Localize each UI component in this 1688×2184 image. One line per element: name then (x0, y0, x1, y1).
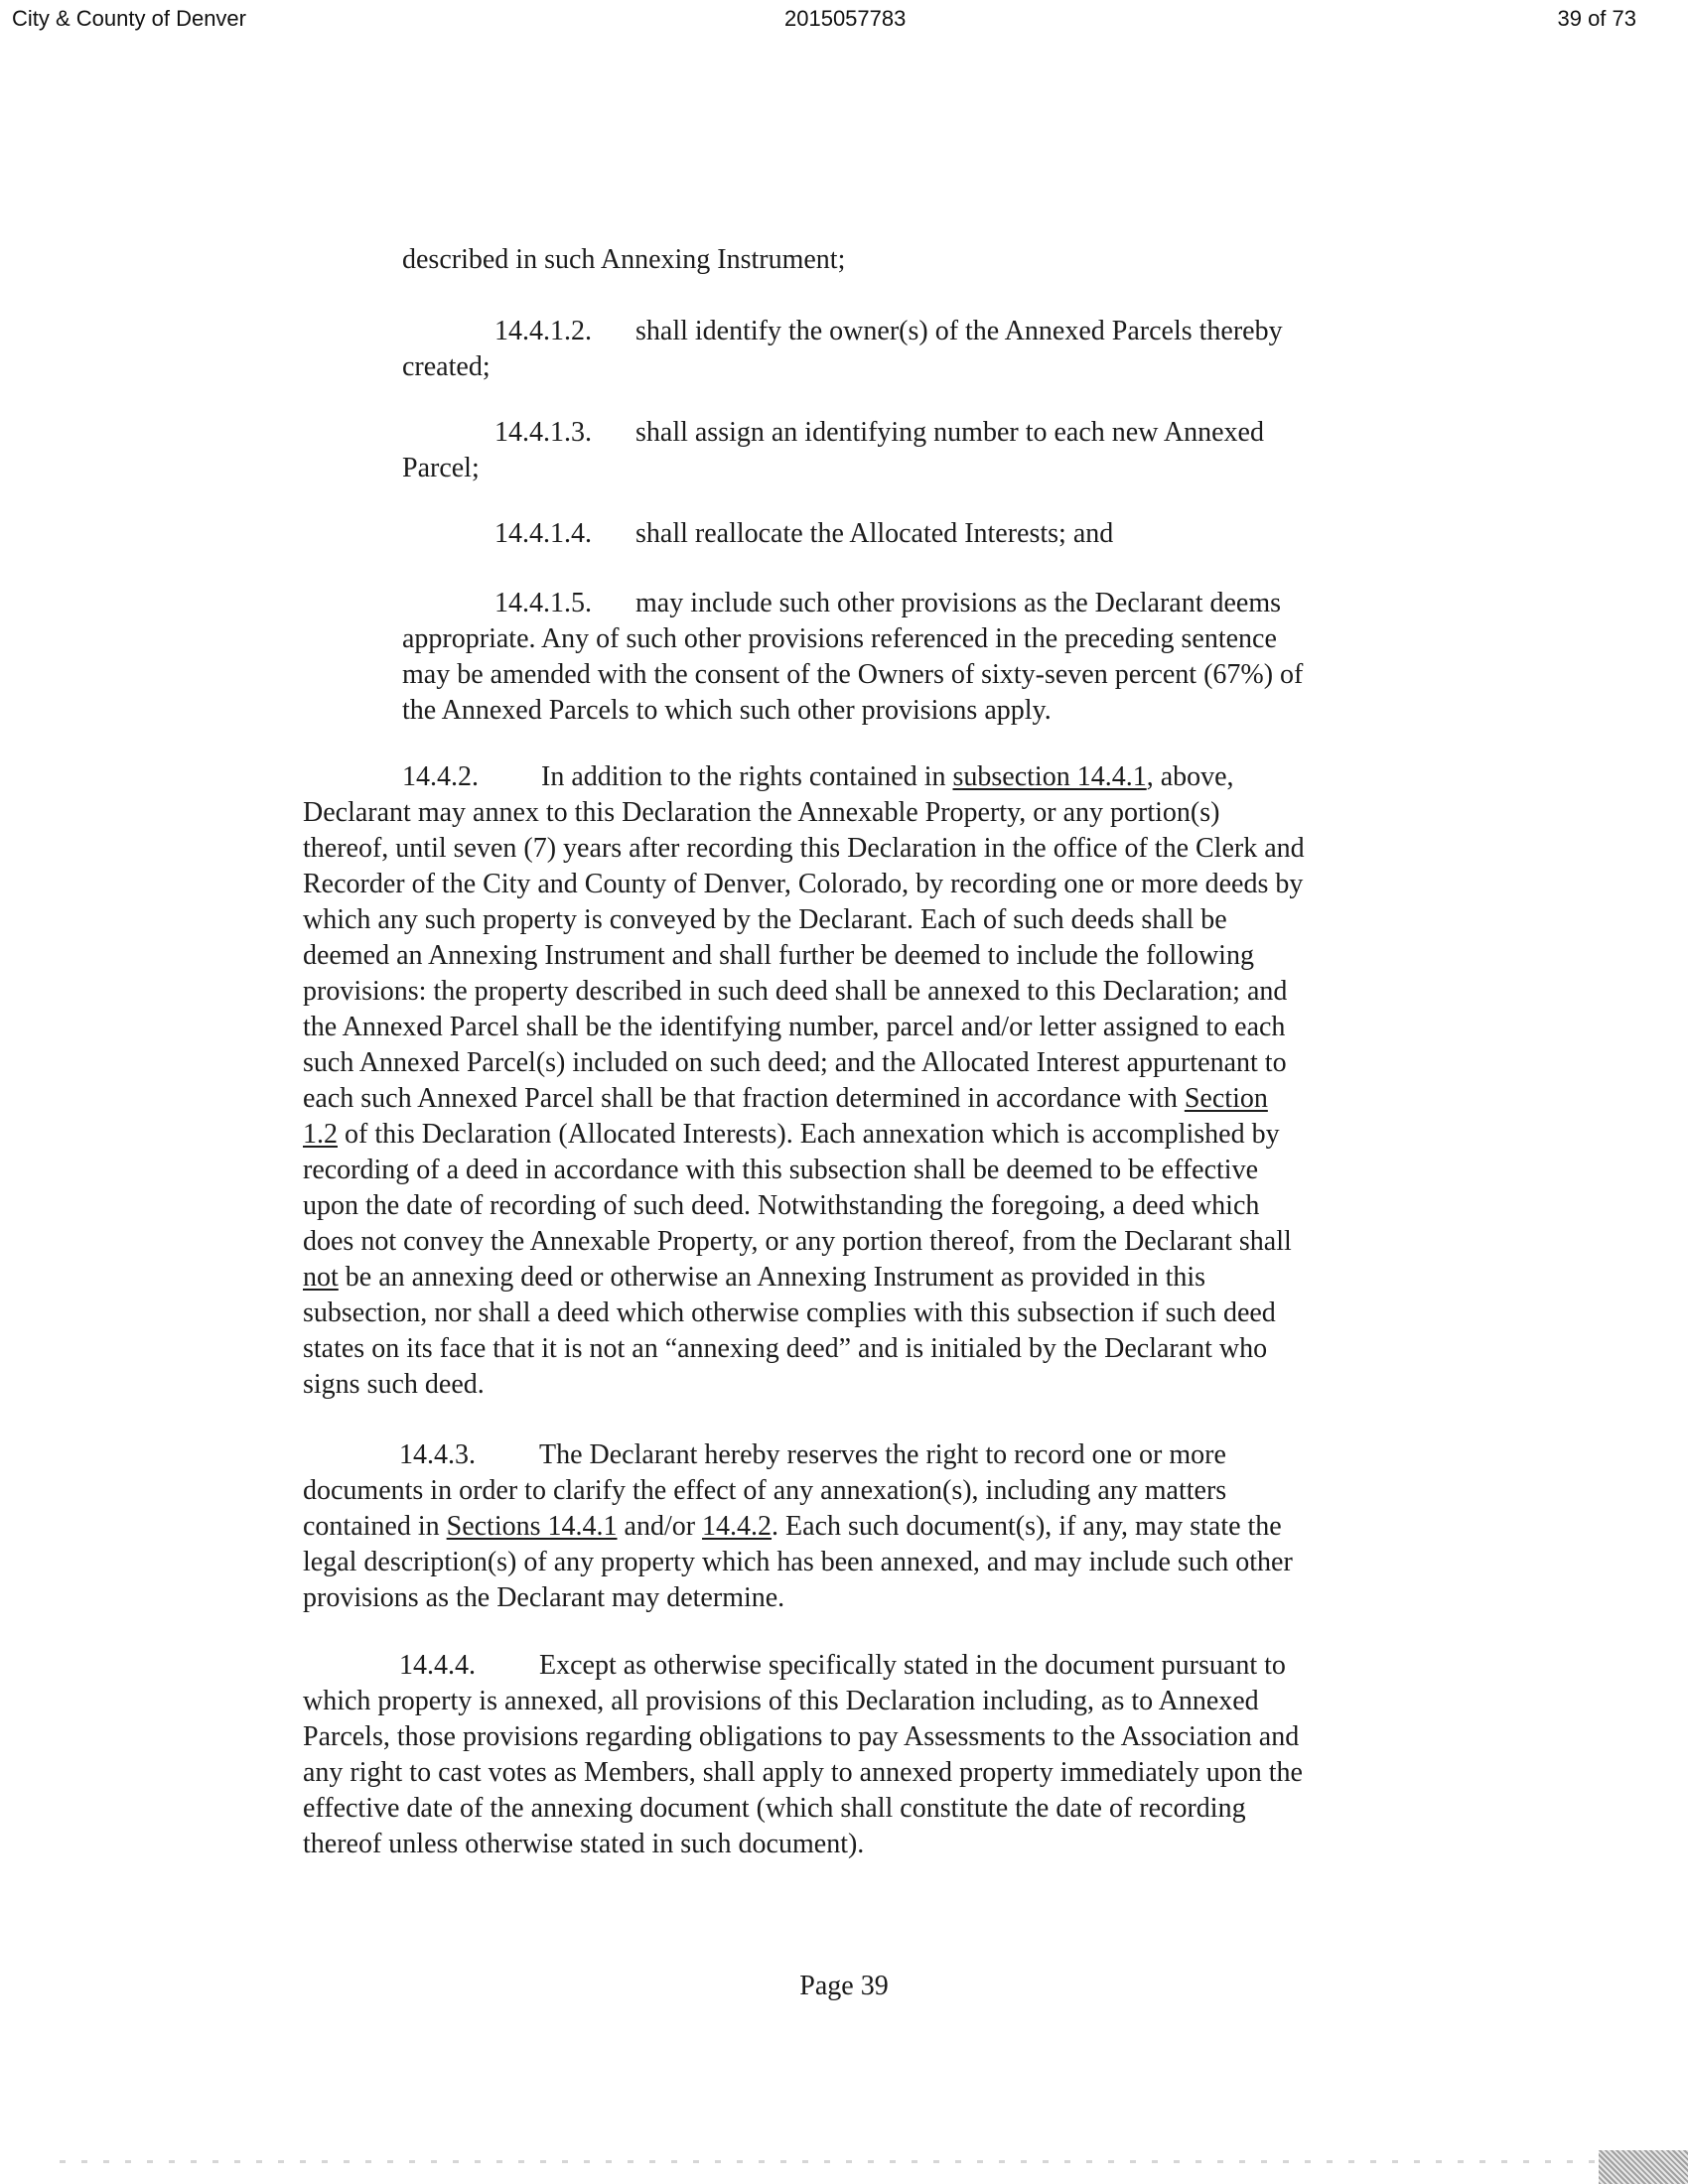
body-line: signs such deed. (303, 1369, 485, 1400)
body-line: provisions: the property described in such deed shall be annexed to this Declaration; and (303, 976, 1288, 1007)
body-line: states on its face that it is not an “annexing deed” and is initialed by the Declarant who (303, 1333, 1268, 1364)
scan-artifact (60, 2160, 1609, 2163)
body-line: 1.2 of this Declaration (Allocated Interests). Each annexation which is accomplished by (303, 1119, 1280, 1150)
body-line: appropriate. Any of such other provisions referenced in the preceding sentence (402, 623, 1277, 654)
body-line: subsection, nor shall a deed which otherwise complies with this subsection if such deed (303, 1297, 1276, 1328)
body-line: not be an annexing deed or otherwise an Annexing Instrument as provided in this (303, 1262, 1206, 1293)
body-line: Parcels, those provisions regarding obligations to pay Assessments to the Association and (303, 1721, 1300, 1752)
body-line: shall reallocate the Allocated Interests; and (635, 518, 1114, 549)
section-number: 14.4.2. (402, 761, 479, 792)
section-link[interactable]: 14.4.2 (702, 1511, 773, 1542)
body-line: upon the date of recording of such deed. Notwithstanding the foregoing, a deed which (303, 1190, 1260, 1221)
body-line: Recorder of the City and County of Denver, Colorado, by recording one or more deeds by (303, 869, 1304, 899)
section-link[interactable]: 1.2 (303, 1119, 338, 1150)
body-line: the Annexed Parcels to which such other provisions apply. (402, 695, 1052, 726)
body-line: which any such property is conveyed by the Declarant. Each of such deeds shall be (303, 904, 1227, 935)
body-line: Parcel; (402, 453, 480, 483)
body-line: any right to cast votes as Members, shall apply to annexed property immediately upon the (303, 1757, 1303, 1788)
body-line: recording of a deed in accordance with this subsection shall be deemed to be effective (303, 1155, 1258, 1185)
body-line: does not convey the Annexable Property, or any portion thereof, from the Declarant shall (303, 1226, 1292, 1257)
subsection-link[interactable]: subsection 14.4.1 (952, 761, 1147, 792)
body-line: Declarant may annex to this Declaration the Annexable Property, or any portion(s) (303, 797, 1220, 828)
body-line: provisions as the Declarant may determine. (303, 1582, 785, 1613)
body-line: may include such other provisions as the Declarant deems (635, 588, 1282, 618)
section-number: 14.4.1.4. (494, 518, 592, 549)
header-page-count: 39 of 73 (1557, 6, 1636, 31)
body-line: such Annexed Parcel(s) included on such deed; and the Allocated Interest appurtenant to (303, 1047, 1287, 1078)
body-line: Except as otherwise specifically stated in the document pursuant to (539, 1650, 1286, 1681)
section-number: 14.4.1.2. (494, 316, 592, 346)
body-line: The Declarant hereby reserves the right to record one or more (539, 1439, 1226, 1470)
page-number: Page 39 (799, 1971, 889, 2001)
header-reception-number: 2015057783 (784, 6, 907, 31)
section-number: 14.4.3. (399, 1439, 476, 1470)
section-number: 14.4.4. (399, 1650, 476, 1681)
header-county: City & County of Denver (12, 6, 246, 31)
body-line: created; (402, 351, 491, 382)
body-line: thereof unless otherwise stated in such document). (303, 1829, 865, 1859)
body-line: each such Annexed Parcel shall be that fraction determined in accordance with Section (303, 1083, 1268, 1114)
emphasis-not: not (303, 1262, 339, 1293)
body-line: effective date of the annexing document (which shall constitute the date of recording (303, 1793, 1246, 1824)
body-line: shall assign an identifying number to each new Annexed (635, 417, 1264, 448)
scan-artifact (1599, 2150, 1688, 2184)
body-line: contained in Sections 14.4.1 and/or 14.4.2. Each such document(s), if any, may state the (303, 1511, 1282, 1542)
body-line: described in such Annexing Instrument; (402, 244, 846, 275)
body-line: thereof, until seven (7) years after recording this Declaration in the office of the Clerk and (303, 833, 1305, 864)
body-line: may be amended with the consent of the Owners of sixty-seven percent (67%) of (402, 659, 1304, 690)
body-line: the Annexed Parcel shall be the identifying number, parcel and/or letter assigned to each (303, 1012, 1286, 1042)
body-line: In addition to the rights contained in subsection 14.4.1, above, (541, 761, 1234, 792)
body-line: shall identify the owner(s) of the Annexed Parcels thereby (635, 316, 1283, 346)
section-number: 14.4.1.5. (494, 588, 592, 618)
section-number: 14.4.1.3. (494, 417, 592, 448)
section-link[interactable]: Section (1184, 1083, 1268, 1114)
body-line: which property is annexed, all provisions of this Declaration including, as to Annexed (303, 1686, 1259, 1716)
body-line: deemed an Annexing Instrument and shall further be deemed to include the following (303, 940, 1254, 971)
body-line: legal description(s) of any property which has been annexed, and may include such other (303, 1547, 1293, 1577)
body-line: documents in order to clarify the effect of any annexation(s), including any matters (303, 1475, 1227, 1506)
section-link[interactable]: Sections 14.4.1 (446, 1511, 618, 1542)
